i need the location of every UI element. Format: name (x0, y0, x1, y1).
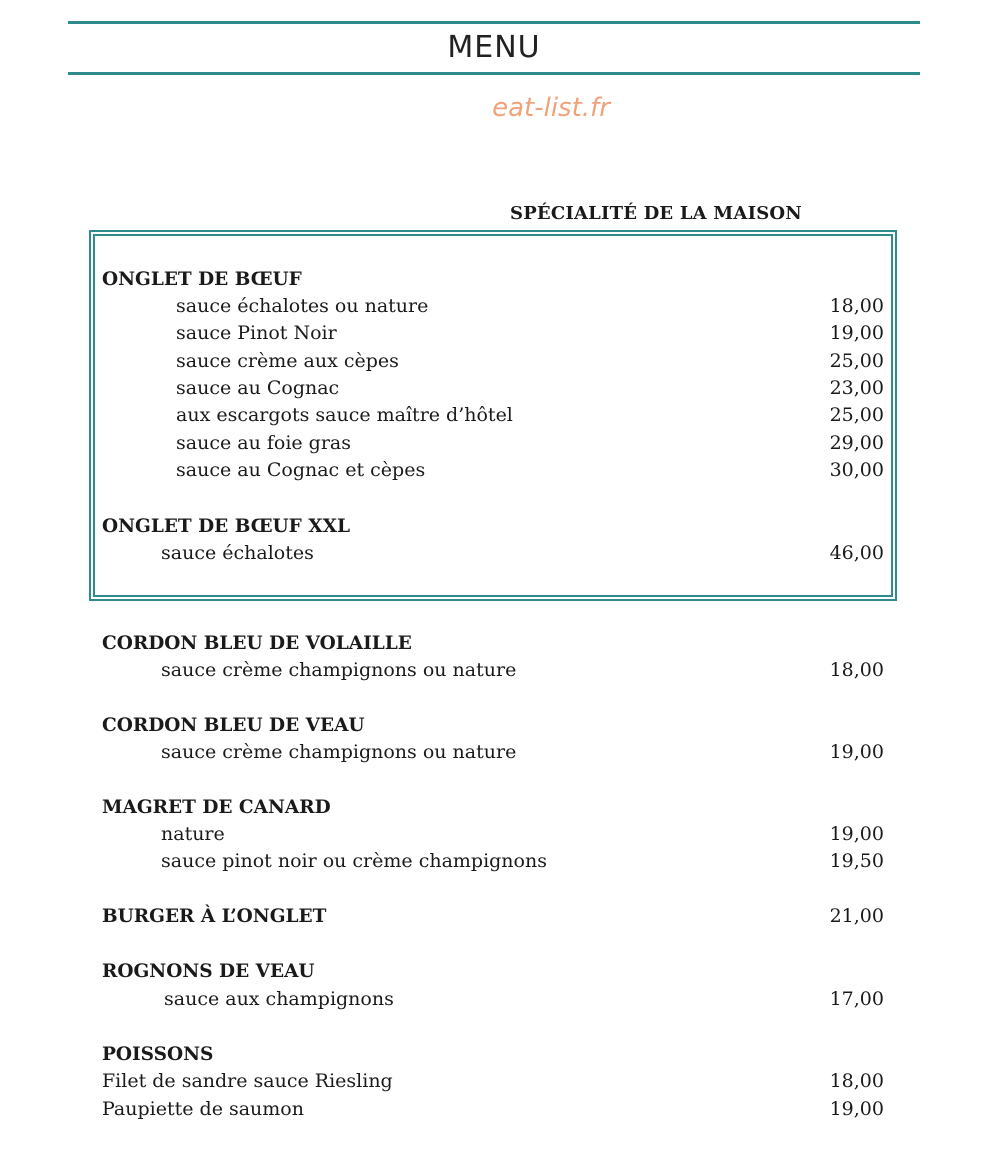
menu-item-price: 46,00 (829, 542, 884, 564)
bottom-rule (68, 72, 920, 75)
section-heading: CORDON BLEU DE VEAU (102, 715, 365, 736)
menu-item-price: 23,00 (829, 377, 884, 399)
menu-item-label: sauce échalotes (161, 542, 314, 564)
menu-item-price: 18,00 (829, 1070, 884, 1092)
menu-item-label: sauce crème champignons ou nature (161, 741, 517, 763)
menu-item-label: sauce au Cognac et cèpes (176, 459, 426, 481)
menu-item-label: Paupiette de saumon (102, 1098, 304, 1120)
menu-item-label: sauce échalotes ou nature (176, 295, 429, 317)
specialty-title: SPÉCIALITÉ DE LA MAISON (510, 203, 802, 224)
section-heading: ROGNONS DE VEAU (102, 961, 315, 982)
menu-item-price: 25,00 (829, 404, 884, 426)
menu-item-price: 17,00 (829, 988, 884, 1010)
section-heading: ONGLET DE BŒUF (102, 269, 302, 290)
section-heading: ONGLET DE BŒUF XXL (102, 516, 350, 537)
menu-item-price: 19,00 (829, 823, 884, 845)
watermark: eat-list.fr (492, 93, 610, 123)
menu-item-label: sauce pinot noir ou crème champignons (161, 850, 547, 872)
menu-item-price: 19,00 (829, 1098, 884, 1120)
section-heading: POISSONS (102, 1044, 214, 1065)
menu-item-price: 30,00 (829, 459, 884, 481)
page-title: MENU (447, 30, 541, 65)
section-heading: CORDON BLEU DE VOLAILLE (102, 633, 412, 654)
menu-item-label: Filet de sandre sauce Riesling (102, 1070, 393, 1092)
section-heading: BURGER À L’ONGLET (102, 906, 327, 927)
menu-item-price: 18,00 (829, 659, 884, 681)
menu-item-price: 19,00 (829, 741, 884, 763)
menu-item-label: sauce aux champignons (164, 988, 394, 1010)
menu-item-label: sauce crème aux cèpes (176, 350, 399, 372)
menu-item-label: sauce au Cognac (176, 377, 340, 399)
menu-item-label: sauce Pinot Noir (176, 322, 337, 344)
menu-item-price: 19,00 (829, 322, 884, 344)
menu-item-label: sauce au foie gras (176, 432, 351, 454)
menu-item-label: sauce crème champignons ou nature (161, 659, 517, 681)
menu-item-price: 21,00 (829, 905, 884, 927)
menu-item-price: 19,50 (829, 850, 884, 872)
menu-item-price: 29,00 (829, 432, 884, 454)
menu-item-label: nature (161, 823, 225, 845)
menu-item-label: aux escargots sauce maître d’hôtel (176, 404, 513, 426)
top-rule (68, 21, 920, 24)
menu-item-price: 18,00 (829, 295, 884, 317)
section-heading: MAGRET DE CANARD (102, 797, 331, 818)
menu-item-price: 25,00 (829, 350, 884, 372)
